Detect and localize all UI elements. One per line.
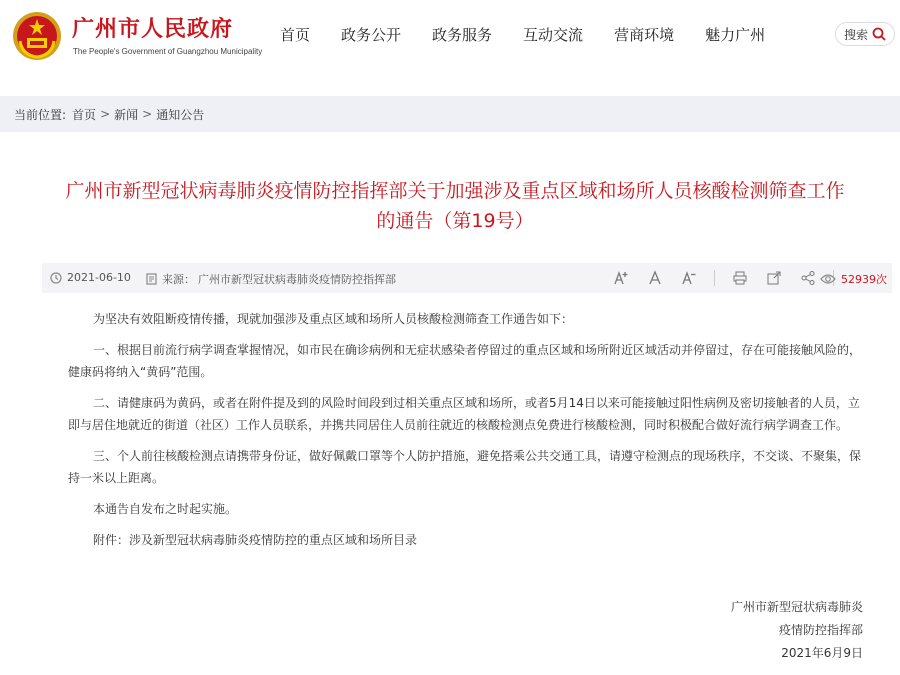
signature-line1: 广州市新型冠状病毒肺炎 (730, 600, 863, 614)
search-label: 搜索 (844, 27, 869, 42)
national-emblem-icon[interactable] (12, 11, 62, 61)
breadcrumb-notices[interactable]: 通知公告 (156, 107, 205, 122)
search-button[interactable] (835, 22, 895, 46)
nav-business[interactable]: 营商环境 (614, 26, 675, 44)
article-paragraph: 二、请健康码为黄码，或者在附件提及到的风险时间段到过相关重点区域和场所，或者5月14日以来可能接触过阳性病例及密切接触者的人员，立即与居住地就近的街道（社区）工作人员联系，并携共同居住人员前往就近的核酸检测点免费进行核酸检测，同时积极配合做好流行病学调查工作。 (68, 396, 860, 432)
breadcrumb (0, 96, 900, 132)
article-toolbar (612, 269, 850, 287)
publish-date-text: 2021-06-10 (67, 271, 131, 284)
article-paragraph: 为坚决有效阻断疫情传播，现就加强涉及重点区域和场所人员核酸检测筛查工作通告如下： (93, 312, 574, 326)
font-decrease-icon[interactable] (680, 269, 698, 287)
article-meta-bar (42, 263, 892, 293)
search-icon (872, 27, 886, 41)
view-count-number: 52939次 (841, 273, 887, 286)
nav-charm[interactable]: 魅力广州 (705, 26, 766, 44)
nav-government-affairs[interactable]: 政务公开 (341, 26, 402, 44)
article-paragraph: 三、个人前往核酸检测点请携带身份证，做好佩戴口罩等个人防护措施，避免搭乘公共交通工具，请遵守检测点的现场秩序，不交谈、不聚集，保持一米以上距离。 (68, 449, 862, 485)
share-out-icon[interactable] (765, 269, 783, 287)
source-text: 广州市新型冠状病毒肺炎疫情防控指挥部 (198, 273, 396, 286)
main-nav (280, 24, 796, 45)
font-normal-icon[interactable] (646, 269, 664, 287)
publish-date (50, 271, 131, 284)
signature-date: 2021年6月9日 (781, 646, 863, 660)
breadcrumb-home[interactable]: 首页 (72, 107, 97, 122)
breadcrumb-separator: > (142, 107, 153, 121)
nav-services[interactable]: 政务服务 (432, 26, 493, 44)
article-title: 广州市新型冠状病毒肺炎疫情防控指挥部关于加强涉及重点区域和场所人员核酸检测筛查工作的通告（第19号） (65, 180, 845, 232)
toolbar-divider (714, 270, 715, 286)
site-header (0, 0, 900, 72)
eye-icon (820, 273, 836, 285)
site-title[interactable]: 广州市人民政府 (72, 16, 234, 42)
article-paragraph: 一、根据目前流行病学调查掌握情况，如市民在确诊病例和无症状感染者停留过的重点区域和场所附近区域活动并停留过，存在可能接触风险的，健康码将纳入“黄码”范围。 (68, 343, 862, 379)
source-label: 来源： (162, 273, 195, 286)
clock-icon (50, 272, 62, 284)
breadcrumb-news[interactable]: 新闻 (114, 107, 139, 122)
signature-line2: 疫情防控指挥部 (778, 623, 863, 637)
font-increase-icon[interactable] (612, 269, 630, 287)
article-body (68, 308, 868, 560)
view-count (820, 271, 887, 287)
print-icon[interactable] (731, 269, 749, 287)
attachment-link[interactable]: 附件：涉及新型冠状病毒肺炎疫情防控的重点区域和场所目录 (93, 533, 418, 547)
site-subtitle: The People's Government of Guangzhou Municipality (73, 47, 263, 56)
breadcrumb-separator: > (100, 107, 111, 121)
document-icon (146, 273, 157, 285)
share-icon[interactable] (799, 269, 817, 287)
article-source (146, 271, 396, 287)
breadcrumb-prefix: 当前位置: (14, 107, 67, 122)
nav-home[interactable]: 首页 (280, 26, 311, 44)
nav-interaction[interactable]: 互动交流 (523, 26, 584, 44)
article-paragraph: 本通告自发布之时起实施。 (93, 502, 238, 516)
